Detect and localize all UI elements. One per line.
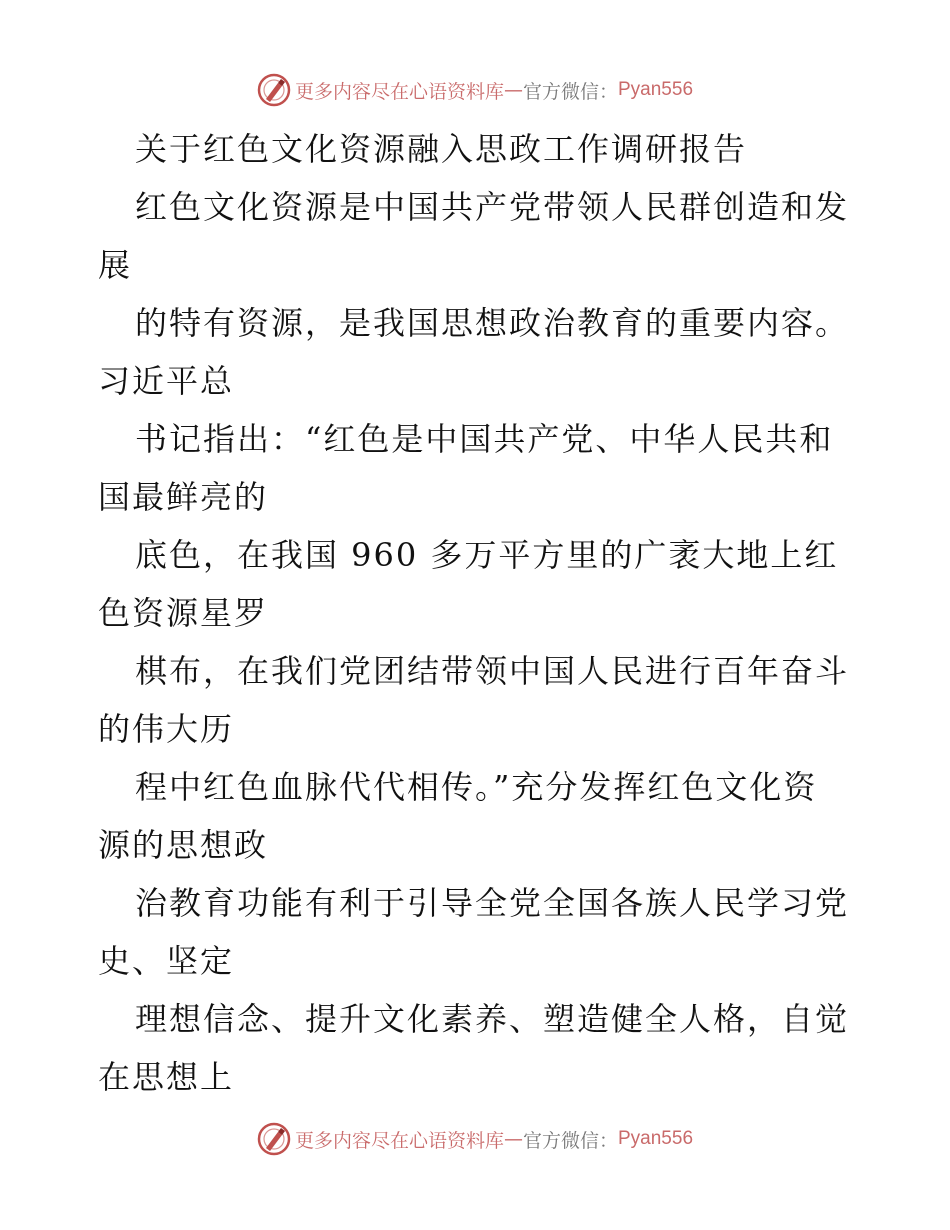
text-line: 色资源星罗 <box>98 594 269 632</box>
text-line: 理想信念、提升文化素养、塑造健全人格，自觉 <box>135 1000 850 1038</box>
text-line: 的特有资源，是我国思想政治教育的重要内容。 <box>135 304 850 342</box>
watermark-wechat-id: Pyan556 <box>618 79 694 100</box>
text-line: 程中红色血脉代代相传。”充分发挥红色文化资 <box>135 768 818 806</box>
text-line: 习近平总 <box>98 362 235 400</box>
watermark-wechat-id: Pyan556 <box>618 1128 694 1149</box>
text-line: 史、坚定 <box>98 942 235 980</box>
text-line: 关于红色文化资源融入思政工作调研报告 <box>135 130 748 168</box>
watermark-wechat-label: 官方微信： <box>522 80 618 103</box>
text-line: 展 <box>98 246 133 284</box>
text-line: 书记指出：“红色是中国共产党、中华人民共和 <box>135 420 834 458</box>
text-line: 治教育功能有利于引导全党全国各族人民学习党 <box>135 884 850 922</box>
watermark-text: 更多内容尽在心语资料库 <box>294 80 504 103</box>
text-line: 红色文化资源是中国共产党带领人民群创造和发 <box>135 188 850 226</box>
watermark-text: 更多内容尽在心语资料库 <box>294 1129 504 1152</box>
watermark-header <box>0 70 950 110</box>
text-line: 底色，在我国 960 多万平方里的广袤大地上红 <box>135 536 839 574</box>
pen-logo-icon <box>257 73 291 107</box>
text-line: 国最鲜亮的 <box>98 478 269 516</box>
text-line: 棋布，在我们党团结带领中国人民进行百年奋斗 <box>135 652 850 690</box>
document-body <box>98 120 858 1106</box>
watermark-wechat-label: 官方微信： <box>522 1129 618 1152</box>
watermark-separator: — <box>503 1128 523 1150</box>
text-line: 在思想上 <box>98 1058 235 1096</box>
text-line: 源的思想政 <box>98 826 269 864</box>
pen-logo-icon <box>257 1122 291 1156</box>
watermark-separator: — <box>503 79 523 101</box>
watermark-footer <box>0 1119 950 1159</box>
text-line: 的伟大历 <box>98 710 235 748</box>
